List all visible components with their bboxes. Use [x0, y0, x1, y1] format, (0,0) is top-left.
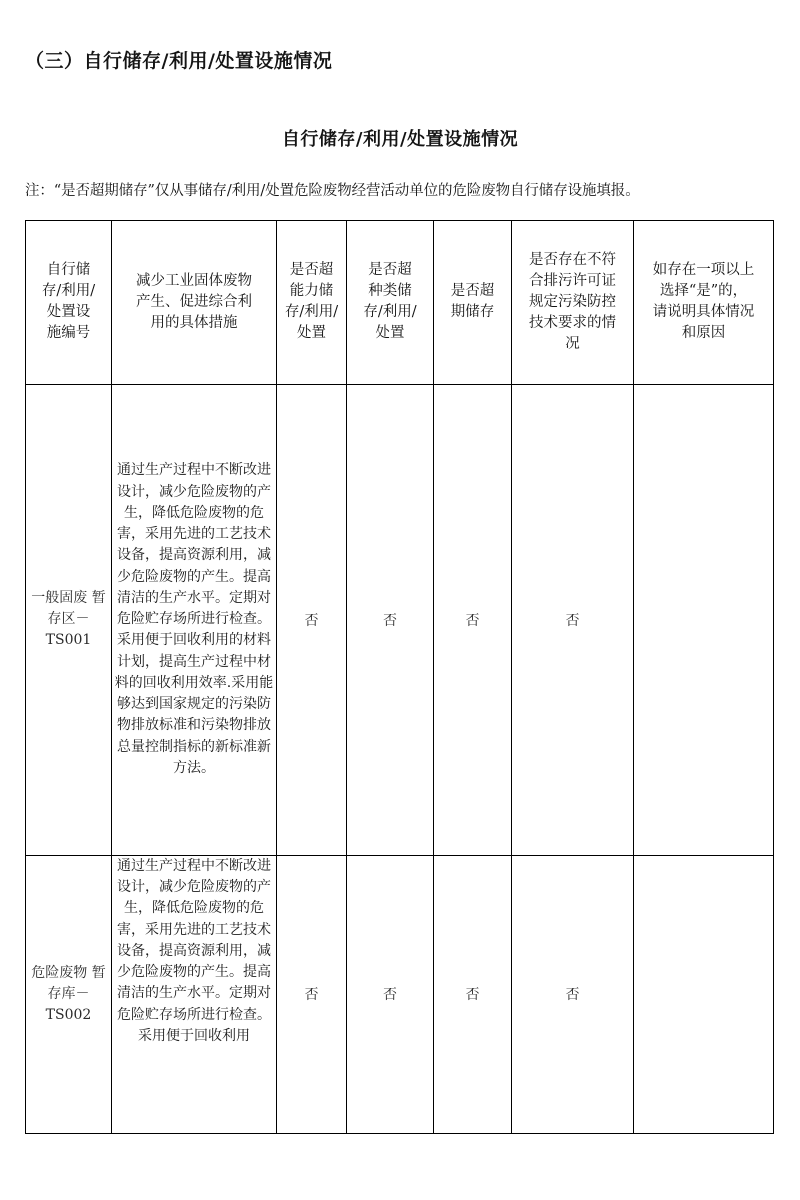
col-header-non-compliance: [512, 220, 634, 384]
col-header-over-capacity: [277, 220, 347, 384]
cell-remark: [634, 384, 774, 855]
facility-id-line: TS002: [45, 1006, 92, 1023]
cell-measures: 通过生产过程中不断改进设计，减少危险废物的产生，降低危险废物的危害，采用先进的工艺技术设备，提高资源利用，减少危险废物的产生。提高清洁的生产水平。定期对危险贮存场所进行检查。采用便于回收利用的材料计划，提高生产过程中材料的回收利用效率.采用能够达到国家规定的污染防物排放标准和污染物排放总量控制指标的新标准新方法。: [112, 384, 277, 855]
header-line: 施编号: [46, 325, 91, 342]
facility-id-line: 暂存区－: [47, 590, 106, 628]
header-line: 是否存在不符: [529, 251, 616, 268]
cell-over-type: 否: [347, 384, 434, 855]
header-line: 处置: [297, 325, 326, 342]
header-line: 技术要求的情: [529, 314, 616, 331]
col-header-remark: [634, 220, 774, 384]
header-line: 存/利用/: [284, 304, 339, 321]
section-heading: （三）自行储存/利用/处置设施情况: [25, 50, 333, 72]
facility-id-line: TS001: [45, 632, 92, 649]
header-line: 自行储: [46, 262, 91, 279]
col-header-facility-id: [26, 220, 112, 384]
facility-id-line: 暂存库－: [47, 964, 106, 1002]
cell-measures: 通过生产过程中不断改进设计，减少危险废物的产生，降低危险废物的危害，采用先进的工艺技术设备，提高资源利用，减少危险废物的产生。提高清洁的生产水平。定期对危险贮存场所进行检查。采用便于回收利用: [112, 855, 277, 1133]
table-header-row: [26, 220, 774, 384]
cell-non-compliance: 否: [512, 384, 634, 855]
cell-over-capacity: 否: [277, 384, 347, 855]
table-row: [26, 384, 774, 855]
facility-id-line: 一般固废: [31, 590, 88, 607]
header-line: 减少工业固体废物: [136, 272, 252, 289]
header-line: 选择“是”的，: [659, 283, 748, 300]
header-line: 产生、促进综合利: [136, 293, 252, 310]
header-line: 存/利用/: [41, 283, 96, 300]
col-header-measures: [112, 220, 277, 384]
table-row: [26, 855, 774, 1133]
cell-facility-id: [26, 855, 112, 1133]
col-header-over-period: [434, 220, 512, 384]
facility-table: [25, 220, 774, 1134]
header-line: 请说明具体情况: [652, 304, 755, 321]
header-line: 合排污许可证: [529, 272, 616, 289]
col-header-over-type: [347, 220, 434, 384]
header-line: 和原因: [681, 325, 726, 342]
header-line: 是否超: [450, 283, 495, 300]
page-title: 自行储存/利用/处置设施情况: [281, 128, 519, 150]
cell-over-period: 否: [434, 855, 512, 1133]
header-line: 规定污染防控: [529, 293, 616, 310]
cell-over-period: 否: [434, 384, 512, 855]
header-line: 况: [565, 335, 580, 352]
cell-remark: [634, 855, 774, 1133]
header-line: 处置设: [46, 304, 91, 321]
header-line: 种类储: [368, 283, 412, 300]
header-line: 处置: [375, 325, 405, 342]
header-line: 是否超: [368, 262, 412, 279]
header-line: 期储存: [450, 304, 495, 321]
header-line: 用的具体措施: [150, 314, 238, 331]
note-text: 注：“是否超期储存”仅从事储存/利用/处置危险废物经营活动单位的危险废物自行储存设施填报。: [25, 182, 640, 199]
cell-over-capacity: 否: [277, 855, 347, 1133]
header-line: 是否超: [289, 262, 334, 279]
cell-non-compliance: 否: [512, 855, 634, 1133]
cell-over-type: 否: [347, 855, 434, 1133]
header-line: 存/利用/: [363, 304, 417, 321]
header-line: 如存在一项以上: [652, 262, 755, 279]
cell-facility-id: [26, 384, 112, 855]
header-line: 能力储: [289, 283, 334, 300]
facility-id-line: 危险废物: [31, 964, 88, 981]
